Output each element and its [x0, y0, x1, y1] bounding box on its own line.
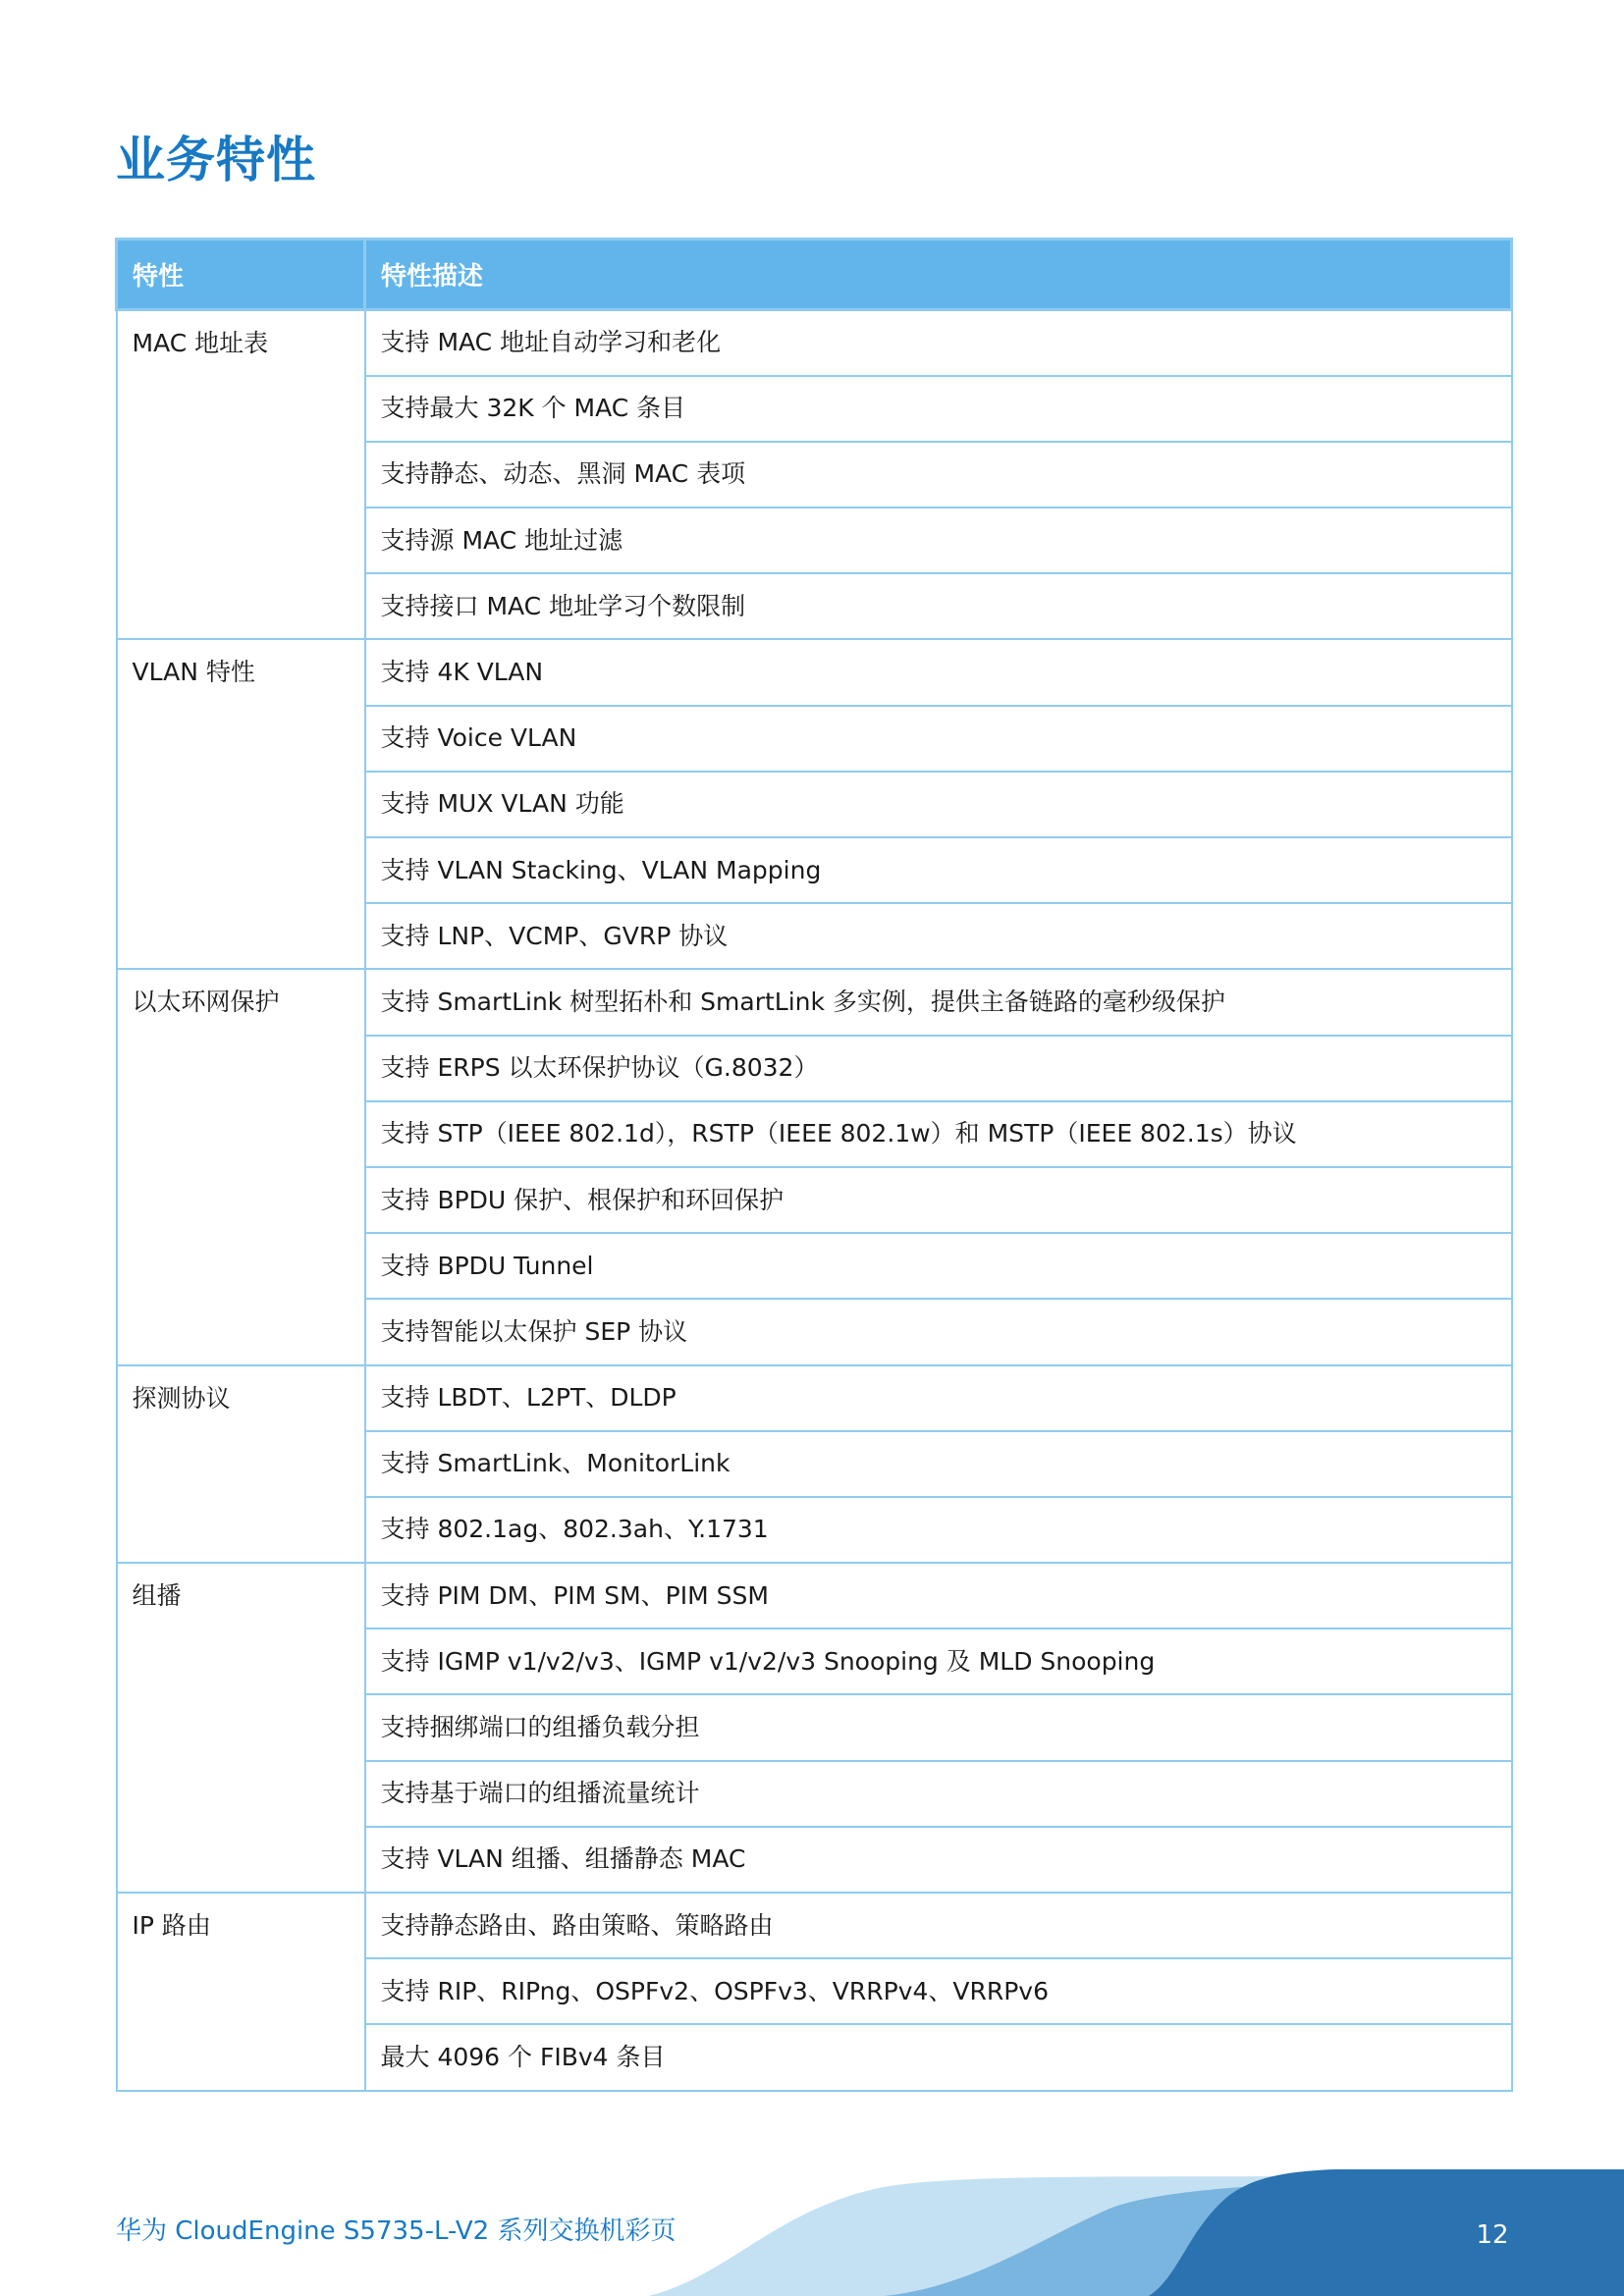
description-cell: 支持 VLAN 组播、组播静态 MAC	[365, 1827, 1512, 1893]
feature-cell-multicast: 组播	[117, 1563, 365, 1893]
description-cell: 支持 LNP、VCMP、GVRP 协议	[365, 903, 1512, 969]
feature-table	[115, 238, 1513, 2092]
header-feature: 特性	[117, 240, 365, 310]
description-cell: 支持接口 MAC 地址学习个数限制	[365, 573, 1512, 639]
page-title: 业务特性	[116, 132, 316, 188]
description-cell: 支持基于端口的组播流量统计	[365, 1761, 1512, 1827]
description-cell: 支持 802.1ag、802.3ah、Y.1731	[365, 1497, 1512, 1563]
description-cell: 支持 MAC 地址自动学习和老化	[365, 310, 1512, 376]
table-row	[117, 1563, 1512, 1629]
description-cell: 支持 ERPS 以太环保护协议（G.8032）	[365, 1036, 1512, 1101]
description-cell: 支持最大 32K 个 MAC 条目	[365, 376, 1512, 442]
page-number: 12	[1476, 2220, 1509, 2250]
table-row	[117, 969, 1512, 1035]
description-cell: 支持静态、动态、黑洞 MAC 表项	[365, 442, 1512, 507]
description-cell: 支持 SmartLink、MonitorLink	[365, 1431, 1512, 1497]
description-cell: 支持 SmartLink 树型拓朴和 SmartLink 多实例，提供主备链路的毫秒级保护	[365, 969, 1512, 1035]
header-description: 特性描述	[365, 240, 1512, 310]
description-cell: 支持 IGMP v1/v2/v3、IGMP v1/v2/v3 Snooping 及 MLD Snooping	[365, 1629, 1512, 1694]
table-row	[117, 639, 1512, 705]
description-cell: 支持 RIP、RIPng、OSPFv2、OSPFv3、VRRPv4、VRRPv6	[365, 1958, 1512, 2024]
description-cell: 支持 MUX VLAN 功能	[365, 772, 1512, 837]
description-cell: 支持 4K VLAN	[365, 639, 1512, 705]
description-cell: 支持静态路由、路由策略、策略路由	[365, 1893, 1512, 1958]
description-cell: 支持捆绑端口的组播负载分担	[365, 1694, 1512, 1760]
description-cell: 支持 STP（IEEE 802.1d），RSTP（IEEE 802.1w）和 MSTP（IEEE 802.1s）协议	[365, 1101, 1512, 1167]
feature-cell-ip-routing: IP 路由	[117, 1893, 365, 2091]
description-cell: 支持 BPDU Tunnel	[365, 1233, 1512, 1299]
description-cell: 支持智能以太保护 SEP 协议	[365, 1299, 1512, 1364]
feature-cell-mac: MAC 地址表	[117, 310, 365, 640]
description-cell: 支持 BPDU 保护、根保护和环回保护	[365, 1167, 1512, 1233]
description-cell: 支持 Voice VLAN	[365, 706, 1512, 772]
feature-cell-ring-protection: 以太环网保护	[117, 969, 365, 1364]
table-row	[117, 310, 1512, 376]
footer-document-title: 华为 CloudEngine S5735-L-V2 系列交换机彩页	[116, 2216, 677, 2246]
description-cell: 支持 LBDT、L2PT、DLDP	[365, 1365, 1512, 1431]
description-cell: 最大 4096 个 FIBv4 条目	[365, 2024, 1512, 2090]
feature-cell-detection: 探测协议	[117, 1365, 365, 1564]
feature-cell-vlan: VLAN 特性	[117, 639, 365, 969]
table-header-row	[117, 240, 1512, 310]
description-cell: 支持 PIM DM、PIM SM、PIM SSM	[365, 1563, 1512, 1629]
table-row	[117, 1365, 1512, 1431]
description-cell: 支持源 MAC 地址过滤	[365, 507, 1512, 573]
description-cell: 支持 VLAN Stacking、VLAN Mapping	[365, 837, 1512, 903]
table-row	[117, 1893, 1512, 1958]
